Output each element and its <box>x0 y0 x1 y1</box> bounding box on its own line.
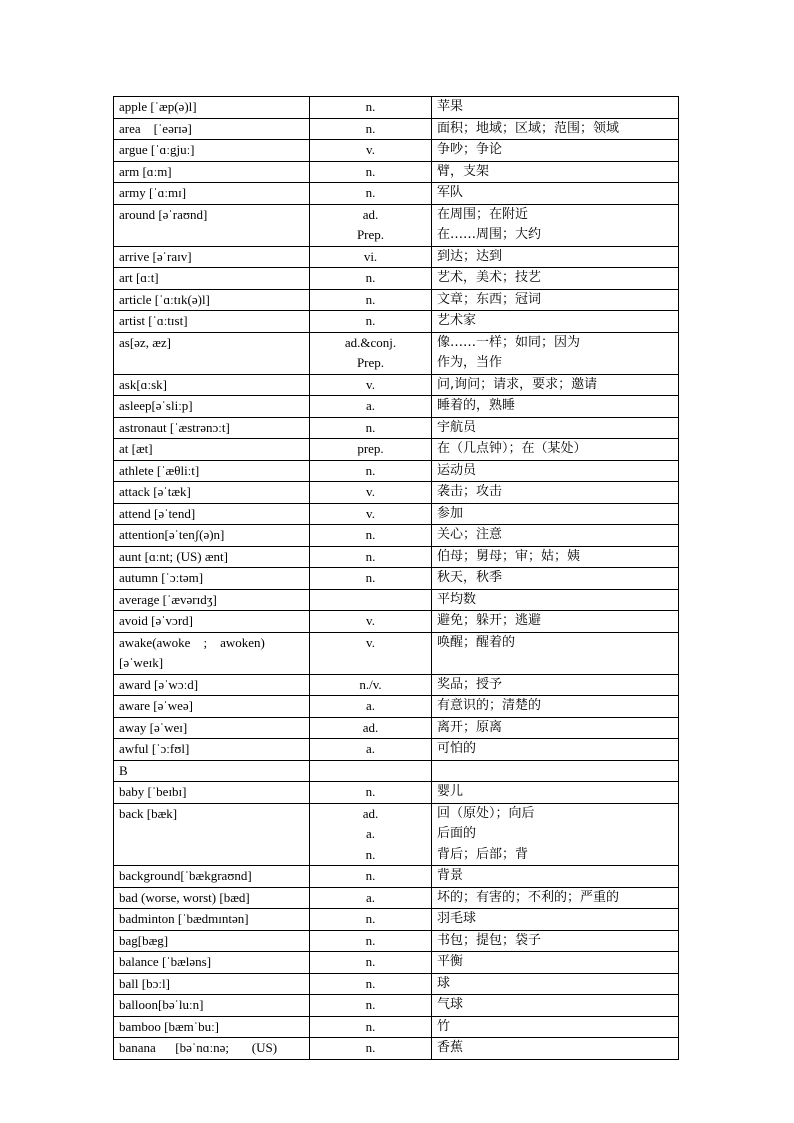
meaning-cell: 唤醒；醒着的 <box>432 632 679 674</box>
table-row <box>114 760 679 782</box>
word-cell: area [ˈeərɪə] <box>114 118 310 140</box>
meaning-cell: 婴儿 <box>432 782 679 804</box>
table-row <box>114 589 679 611</box>
meaning-cell: 竹 <box>432 1016 679 1038</box>
table-row <box>114 482 679 504</box>
word-cell: bad (worse, worst) [bæd] <box>114 887 310 909</box>
word-cell: bag[bæg] <box>114 930 310 952</box>
table-row <box>114 97 679 119</box>
meaning-cell: 奖品；授予 <box>432 674 679 696</box>
meaning-cell: 艺术家 <box>432 311 679 333</box>
table-row <box>114 782 679 804</box>
meaning-cell: 背景 <box>432 866 679 888</box>
table-row <box>114 803 679 866</box>
word-cell: aunt [ɑːnt; (US) ænt] <box>114 546 310 568</box>
word-cell: at [æt] <box>114 439 310 461</box>
word-cell: banana [bəˈnɑːnə; (US) <box>114 1038 310 1060</box>
part-of-speech-cell: n. <box>310 417 432 439</box>
meaning-cell <box>432 760 679 782</box>
part-of-speech-cell: n. <box>310 268 432 290</box>
word-cell: awful [ˈɔːfʊl] <box>114 739 310 761</box>
table-row <box>114 161 679 183</box>
table-row <box>114 995 679 1017</box>
meaning-cell: 坏的；有害的；不利的；严重的 <box>432 887 679 909</box>
meaning-cell: 苹果 <box>432 97 679 119</box>
part-of-speech-cell: n. <box>310 161 432 183</box>
table-row <box>114 525 679 547</box>
meaning-cell: 睡着的，熟睡 <box>432 396 679 418</box>
word-cell: as[əz, æz] <box>114 332 310 374</box>
table-row <box>114 140 679 162</box>
part-of-speech-cell: ad. Prep. <box>310 204 432 246</box>
word-cell: autumn [ˈɔːtəm] <box>114 568 310 590</box>
meaning-cell: 香蕉 <box>432 1038 679 1060</box>
part-of-speech-cell <box>310 760 432 782</box>
word-cell: arrive [əˈraɪv] <box>114 246 310 268</box>
meaning-cell: 在周围；在附近 在……周围；大约 <box>432 204 679 246</box>
part-of-speech-cell: n. <box>310 460 432 482</box>
word-cell: argue [ˈɑːgjuː] <box>114 140 310 162</box>
word-cell: army [ˈɑːmɪ] <box>114 183 310 205</box>
meaning-cell: 关心；注意 <box>432 525 679 547</box>
part-of-speech-cell: n. <box>310 995 432 1017</box>
part-of-speech-cell: n. <box>310 973 432 995</box>
meaning-cell: 艺术，美术；技艺 <box>432 268 679 290</box>
part-of-speech-cell: vi. <box>310 246 432 268</box>
meaning-cell: 运动员 <box>432 460 679 482</box>
part-of-speech-cell: a. <box>310 739 432 761</box>
word-cell: article [ˈɑːtɪk(ə)l] <box>114 289 310 311</box>
part-of-speech-cell: n. <box>310 909 432 931</box>
word-cell: away [əˈweɪ] <box>114 717 310 739</box>
part-of-speech-cell: n. <box>310 952 432 974</box>
table-row <box>114 1038 679 1060</box>
part-of-speech-cell: a. <box>310 887 432 909</box>
table-row <box>114 887 679 909</box>
part-of-speech-cell: n. <box>310 525 432 547</box>
table-row <box>114 118 679 140</box>
table-row <box>114 717 679 739</box>
table-row <box>114 952 679 974</box>
table-row <box>114 246 679 268</box>
meaning-cell: 平衡 <box>432 952 679 974</box>
word-cell: astronaut [ˈæstrənɔːt] <box>114 417 310 439</box>
meaning-cell: 有意识的；清楚的 <box>432 696 679 718</box>
part-of-speech-cell: v. <box>310 374 432 396</box>
table-row <box>114 674 679 696</box>
table-row <box>114 1016 679 1038</box>
part-of-speech-cell: a. <box>310 396 432 418</box>
meaning-cell: 军队 <box>432 183 679 205</box>
part-of-speech-cell: a. <box>310 696 432 718</box>
part-of-speech-cell: n. <box>310 183 432 205</box>
table-row <box>114 332 679 374</box>
meaning-cell: 参加 <box>432 503 679 525</box>
part-of-speech-cell: n. <box>310 1038 432 1060</box>
table-row <box>114 866 679 888</box>
part-of-speech-cell: v. <box>310 482 432 504</box>
word-cell: balloon[bəˈluːn] <box>114 995 310 1017</box>
word-cell: avoid [əˈvɔrd] <box>114 611 310 633</box>
word-cell: asleep[əˈsliːp] <box>114 396 310 418</box>
word-cell: attack [əˈtæk] <box>114 482 310 504</box>
meaning-cell: 气球 <box>432 995 679 1017</box>
part-of-speech-cell: n. <box>310 866 432 888</box>
part-of-speech-cell: ad. <box>310 717 432 739</box>
word-cell: athlete [ˈæθliːt] <box>114 460 310 482</box>
table-row <box>114 930 679 952</box>
meaning-cell: 秋天，秋季 <box>432 568 679 590</box>
word-cell: around [əˈraʊnd] <box>114 204 310 246</box>
part-of-speech-cell: prep. <box>310 439 432 461</box>
part-of-speech-cell: v. <box>310 503 432 525</box>
word-cell: ask[ɑːsk] <box>114 374 310 396</box>
word-cell: artist [ˈɑːtɪst] <box>114 311 310 333</box>
table-row <box>114 632 679 674</box>
vocabulary-table-body <box>114 97 679 1060</box>
word-cell: badminton [ˈbædmɪntən] <box>114 909 310 931</box>
table-row <box>114 696 679 718</box>
word-cell: ball [bɔːl] <box>114 973 310 995</box>
meaning-cell: 平均数 <box>432 589 679 611</box>
meaning-cell: 离开；原离 <box>432 717 679 739</box>
part-of-speech-cell: n. <box>310 289 432 311</box>
meaning-cell: 争吵；争论 <box>432 140 679 162</box>
table-row <box>114 439 679 461</box>
word-cell: aware [əˈweə] <box>114 696 310 718</box>
word-cell: balance [ˈbæləns] <box>114 952 310 974</box>
meaning-cell: 球 <box>432 973 679 995</box>
word-cell: awake(awoke ; awoken) [əˈweɪk] <box>114 632 310 674</box>
word-cell: background[ˈbækgraʊnd] <box>114 866 310 888</box>
part-of-speech-cell: n./v. <box>310 674 432 696</box>
vocabulary-table <box>113 96 679 1060</box>
part-of-speech-cell: n. <box>310 782 432 804</box>
table-row <box>114 739 679 761</box>
meaning-cell: 可怕的 <box>432 739 679 761</box>
table-row <box>114 289 679 311</box>
part-of-speech-cell: n. <box>310 97 432 119</box>
part-of-speech-cell <box>310 589 432 611</box>
word-cell: average [ˈævərɪdʒ] <box>114 589 310 611</box>
table-row <box>114 503 679 525</box>
meaning-cell: 文章；东西；冠词 <box>432 289 679 311</box>
table-row <box>114 204 679 246</box>
part-of-speech-cell: v. <box>310 611 432 633</box>
meaning-cell: 臂，支架 <box>432 161 679 183</box>
meaning-cell: 宇航员 <box>432 417 679 439</box>
word-cell: attend [əˈtend] <box>114 503 310 525</box>
meaning-cell: 面积；地域；区域；范围；领域 <box>432 118 679 140</box>
part-of-speech-cell: n. <box>310 311 432 333</box>
meaning-cell: 书包；提包；袋子 <box>432 930 679 952</box>
table-row <box>114 268 679 290</box>
word-cell: attention[əˈtenʃ(ə)n] <box>114 525 310 547</box>
part-of-speech-cell: n. <box>310 546 432 568</box>
part-of-speech-cell: n. <box>310 1016 432 1038</box>
word-cell: arm [ɑːm] <box>114 161 310 183</box>
part-of-speech-cell: n. <box>310 118 432 140</box>
table-row <box>114 396 679 418</box>
word-cell: apple [ˈæp(ə)l] <box>114 97 310 119</box>
part-of-speech-cell: v. <box>310 632 432 674</box>
meaning-cell: 到达；达到 <box>432 246 679 268</box>
part-of-speech-cell: n. <box>310 930 432 952</box>
meaning-cell: 避免；躲开；逃避 <box>432 611 679 633</box>
part-of-speech-cell: ad.&conj. Prep. <box>310 332 432 374</box>
table-row <box>114 311 679 333</box>
word-cell: back [bæk] <box>114 803 310 866</box>
part-of-speech-cell: v. <box>310 140 432 162</box>
meaning-cell: 羽毛球 <box>432 909 679 931</box>
word-cell: art [ɑːt] <box>114 268 310 290</box>
part-of-speech-cell: ad. a. n. <box>310 803 432 866</box>
table-row <box>114 417 679 439</box>
word-cell: baby [ˈbeɪbɪ] <box>114 782 310 804</box>
table-row <box>114 374 679 396</box>
table-row <box>114 973 679 995</box>
meaning-cell: 在（几点钟）；在（某处） <box>432 439 679 461</box>
word-cell: award [əˈwɔːd] <box>114 674 310 696</box>
word-cell: B <box>114 760 310 782</box>
word-cell: bamboo [bæmˈbuː] <box>114 1016 310 1038</box>
table-row <box>114 460 679 482</box>
meaning-cell: 伯母；舅母；审；姑；姨 <box>432 546 679 568</box>
table-row <box>114 546 679 568</box>
table-row <box>114 183 679 205</box>
meaning-cell: 问,询问；请求，要求；邀请 <box>432 374 679 396</box>
table-row <box>114 568 679 590</box>
part-of-speech-cell: n. <box>310 568 432 590</box>
meaning-cell: 袭击；攻击 <box>432 482 679 504</box>
table-row <box>114 611 679 633</box>
table-row <box>114 909 679 931</box>
meaning-cell: 回（原处）；向后 后面的 背后；后部；背 <box>432 803 679 866</box>
meaning-cell: 像……一样；如同；因为 作为，当作 <box>432 332 679 374</box>
